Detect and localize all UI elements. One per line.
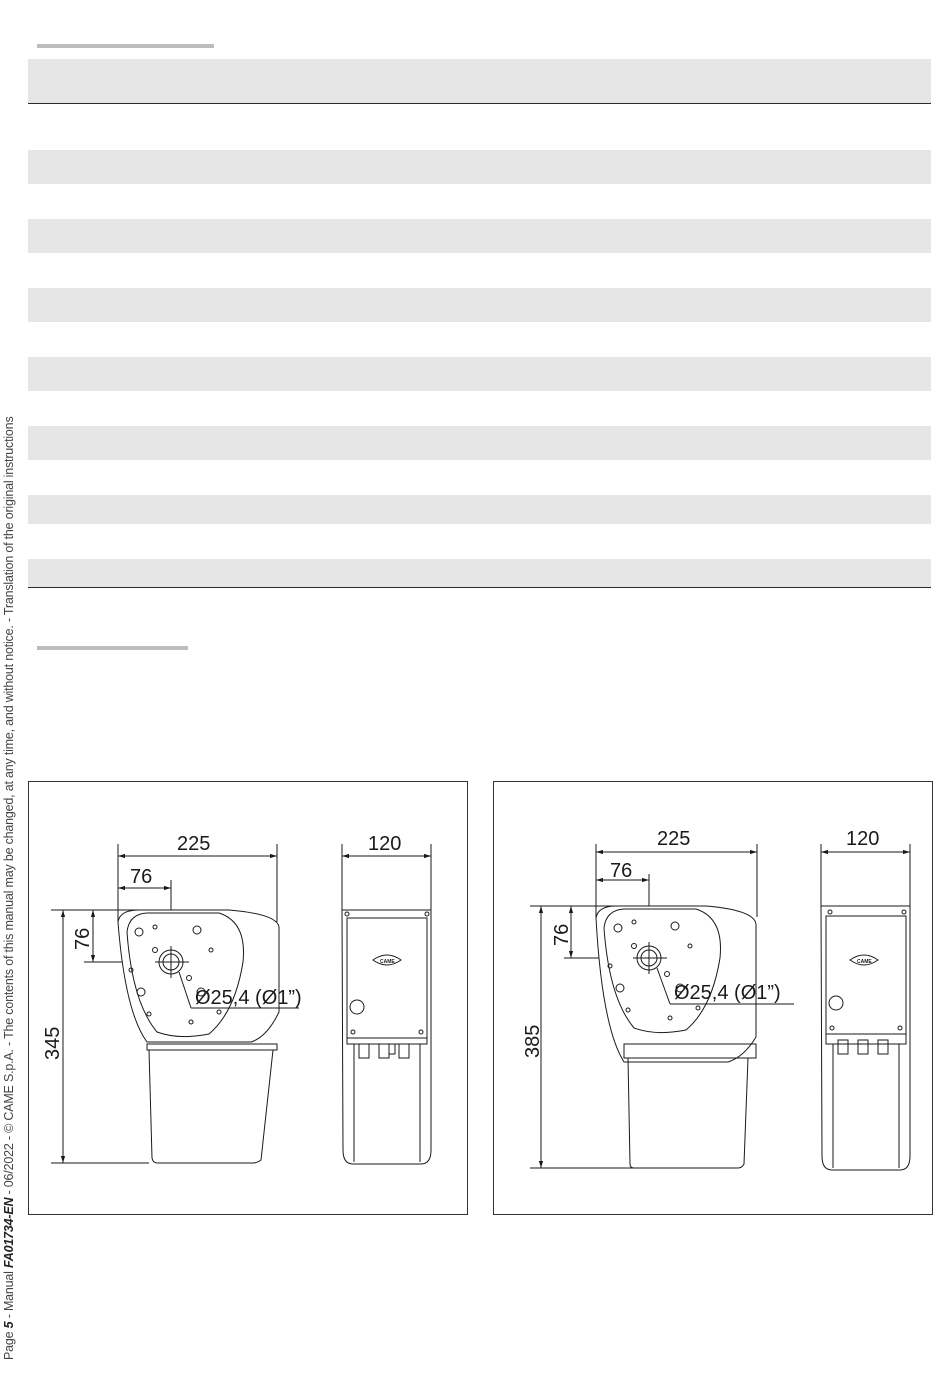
dim-width-225: 225 (657, 828, 691, 850)
dim-offset-76: 76 (610, 860, 633, 882)
table-row-band (28, 495, 931, 524)
dim-shaft-diameter: Ø25,4 (Ø1”) (195, 987, 302, 1009)
section-heading-rule-technical-data (37, 44, 214, 48)
dim-depth-120: 120 (368, 833, 402, 855)
table-row-band (28, 559, 931, 587)
table-row-band (28, 357, 931, 391)
technical-data-table (28, 59, 931, 588)
dimension-drawing-left (28, 781, 468, 1215)
came-logo-text: CAME (380, 959, 395, 965)
table-row-band (28, 426, 931, 460)
dim-depth-120: 120 (846, 828, 880, 850)
table-row-band (28, 219, 931, 253)
footer-manual-code: FA01734-EN (2, 1197, 16, 1268)
table-header-row (28, 59, 931, 104)
footer-mid: - Manual (2, 1267, 16, 1322)
dim-offset-76: 76 (130, 866, 153, 888)
page-footer-vertical (2, 360, 16, 1360)
came-logo-text: CAME (857, 959, 872, 965)
dim-shaft-offset-76: 76 (72, 927, 94, 950)
table-bottom-rule (28, 587, 931, 588)
footer-prefix: Page (2, 1328, 16, 1360)
footer-notice: - 06/2022 - © CAME S.p.A. - The contents of this manual may be changed, at any time, and without notice. - Translation of the original instructions (2, 416, 16, 1198)
dim-height-385: 385 (522, 1024, 544, 1058)
dim-width-225: 225 (177, 833, 211, 855)
footer-page-number: 5 (2, 1321, 16, 1329)
section-heading-rule-dimensions (37, 646, 188, 650)
table-row-band (28, 288, 931, 322)
dimension-drawing-right (493, 781, 933, 1215)
dim-shaft-diameter: Ø25,4 (Ø1”) (674, 982, 781, 1004)
dim-height-345: 345 (42, 1026, 64, 1060)
table-row-band (28, 150, 931, 184)
dim-shaft-offset-76: 76 (551, 923, 573, 946)
